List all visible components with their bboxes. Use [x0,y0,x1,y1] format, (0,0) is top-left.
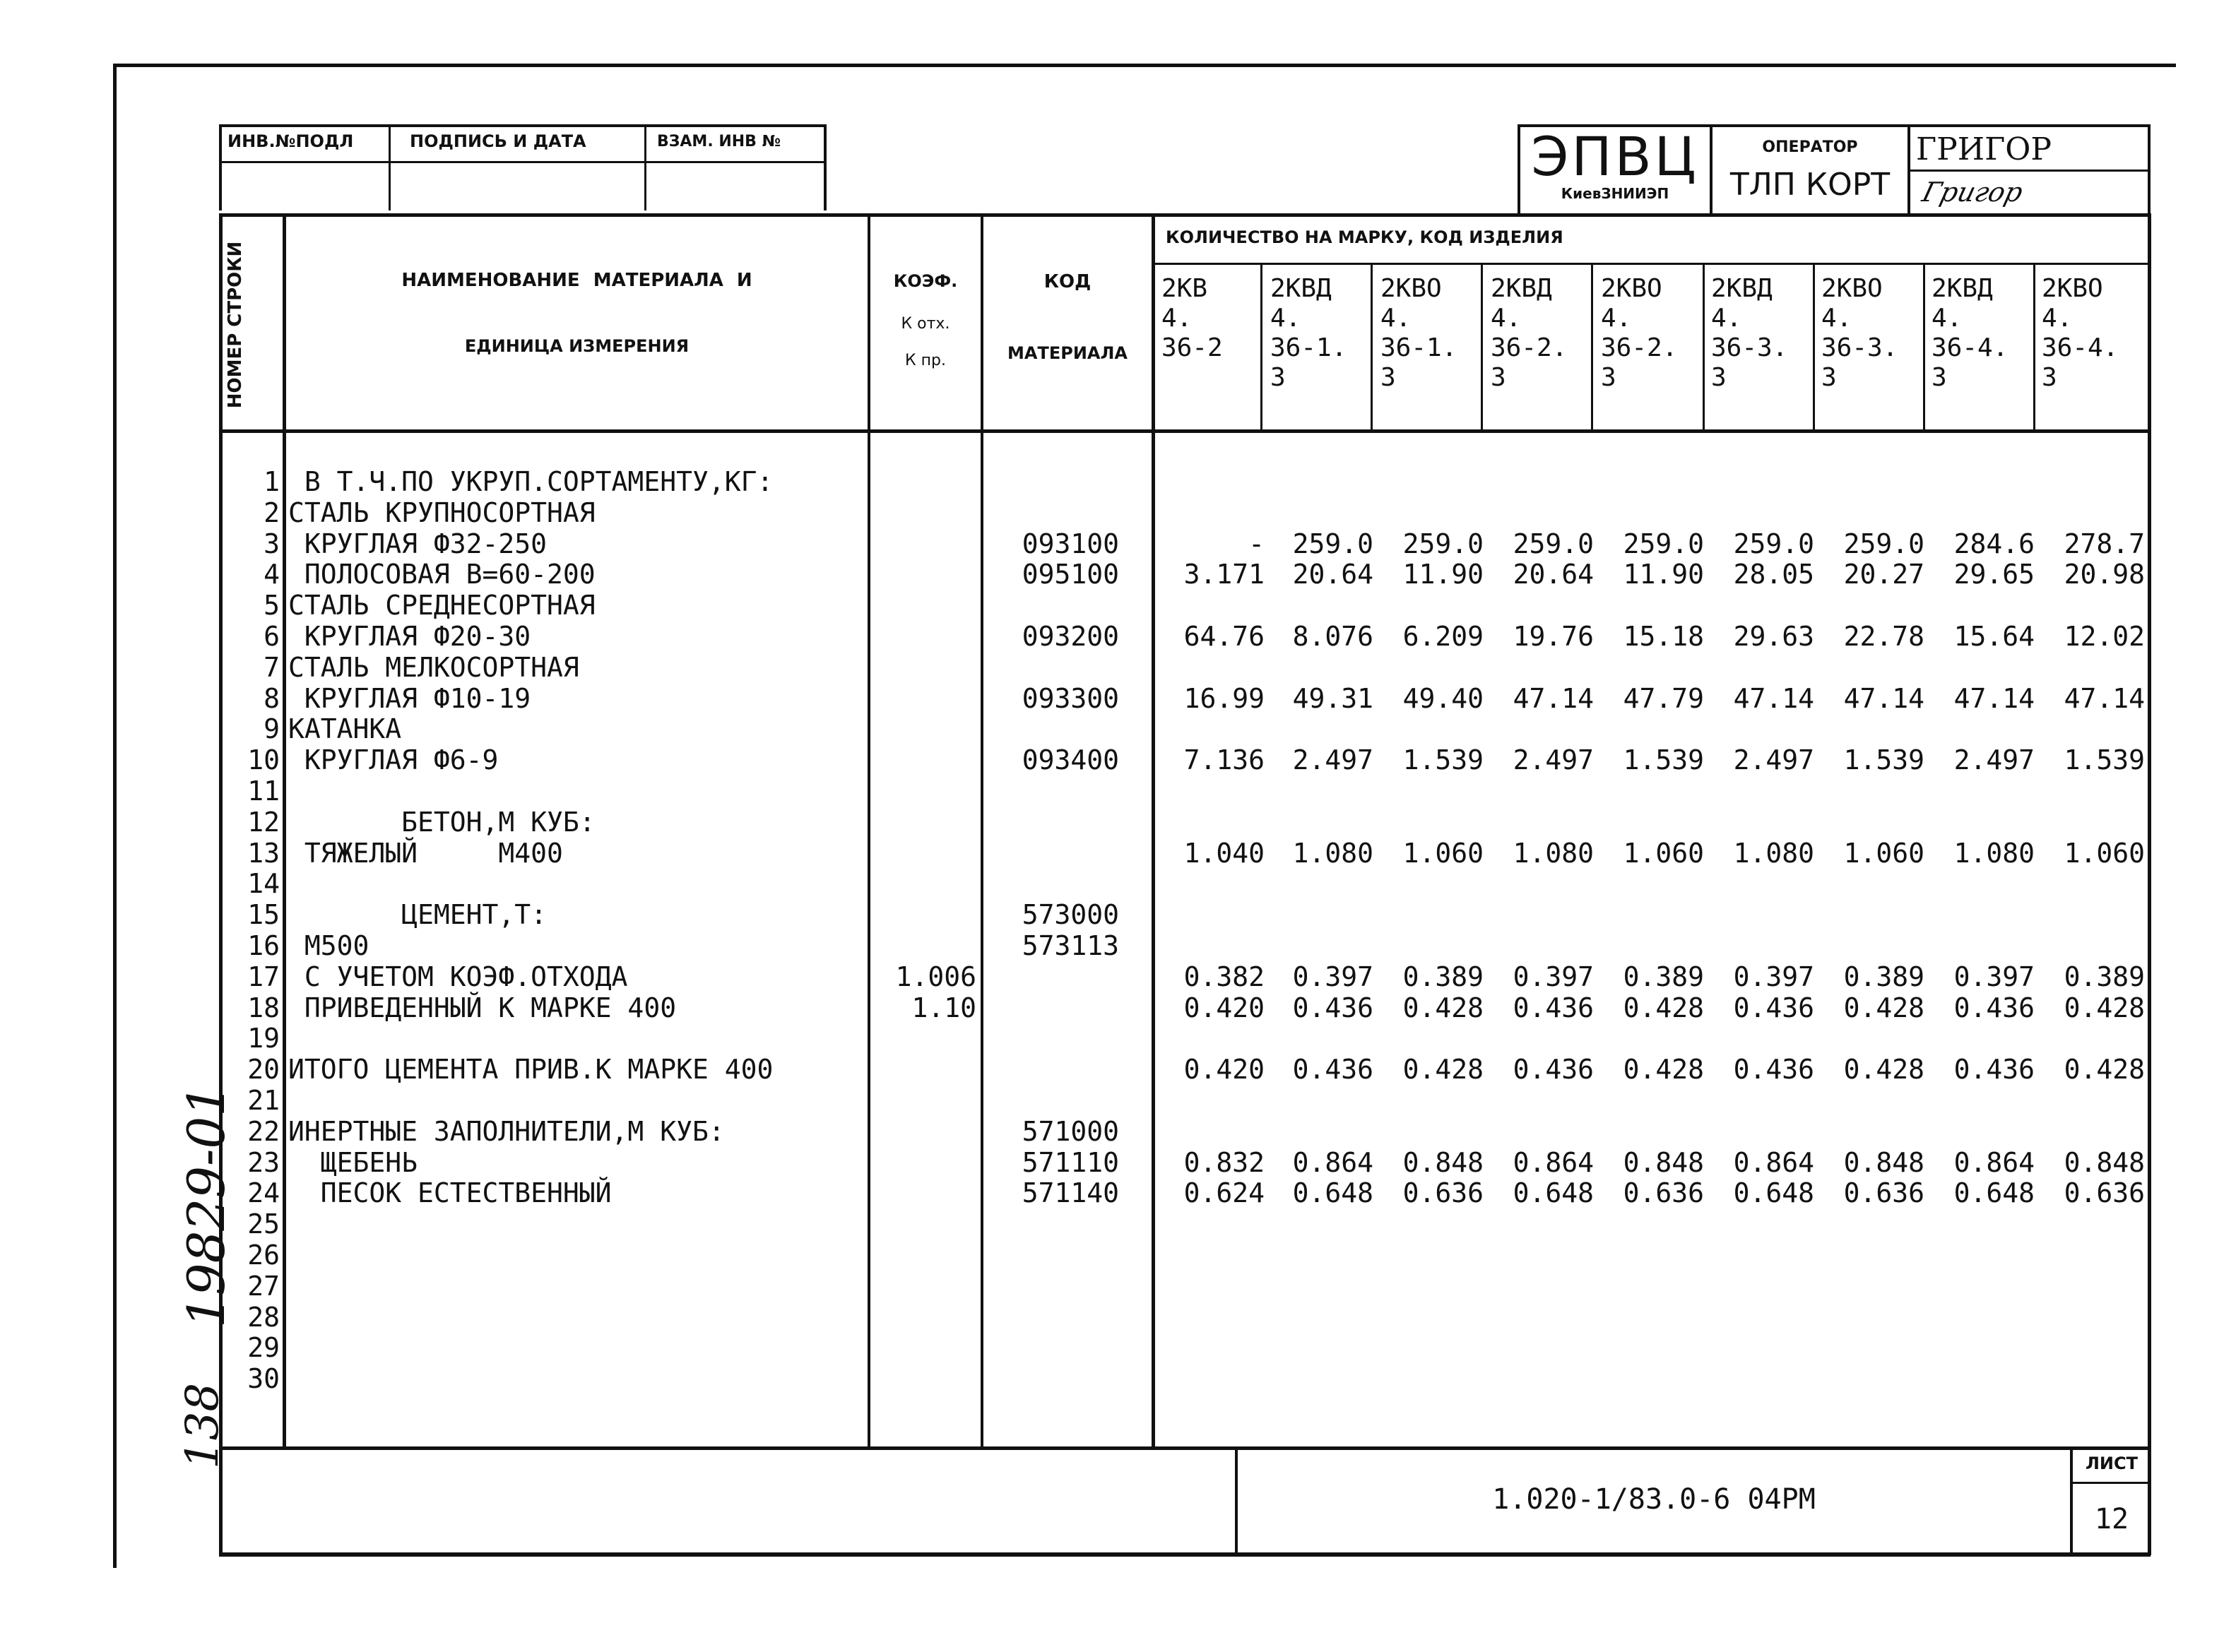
row-value: 7.136 [1183,744,1265,776]
product-header-8-line1: 2КВД [1932,274,1993,303]
row-value: 0.436 [1513,992,1594,1023]
row-number: 23 [247,1146,280,1178]
row-value: 0.436 [1513,1054,1594,1086]
row-name: ПОЛОСОВАЯ В=60-200 [288,559,596,590]
row-coef: 1.10 [911,992,976,1023]
row-value: 28.05 [1733,559,1814,590]
row-value: 0.636 [1843,1177,1924,1209]
product-header-6-line3: 36-3. [1711,333,1788,362]
signature: Григор [1919,177,2026,208]
product-header-7-line4: 3 [1821,363,1837,392]
row-code: 093300 [1022,682,1119,714]
col-line-p8 [2033,263,2035,432]
org-right [2148,124,2151,216]
row-value: 259.0 [1402,528,1484,559]
row-value: 29.65 [1953,559,2035,590]
row-name: СТАЛЬ КРУПНОСОРТНАЯ [288,497,596,528]
row-value: 0.648 [1513,1177,1594,1209]
archive-number: 19829-01 [177,1084,236,1328]
row-value: 0.832 [1183,1146,1265,1178]
row-number: 17 [247,961,280,992]
row-value: 0.648 [1953,1177,2035,1209]
row-name: КАТАНКА [288,713,402,745]
row-number: 11 [247,776,280,807]
row-value: 0.428 [1402,1054,1484,1086]
row-value: 0.428 [1402,992,1484,1023]
product-header-9-line4: 3 [2042,363,2057,392]
product-header-6-line4: 3 [1711,363,1727,392]
row-value: 0.848 [1843,1146,1924,1178]
row-value: 0.636 [2064,1177,2145,1209]
row-value: 3.171 [1183,559,1265,590]
product-header-9-line1: 2КВО [2042,274,2103,303]
col-line-p5 [1703,263,1705,432]
row-number: 13 [247,837,280,869]
row-value: 1.539 [2064,744,2145,776]
row-value: 0.428 [1843,1054,1924,1086]
stamp-label-replace: ВЗАМ. ИНВ № [657,133,781,150]
row-value: 1.080 [1513,837,1594,869]
row-value: 1.539 [1402,744,1484,776]
header-bottom [219,429,2151,433]
row-value: 64.76 [1183,621,1265,652]
product-header-5-line1: 2КВО [1601,274,1662,303]
row-value: 0.864 [1513,1146,1594,1178]
row-value: 0.848 [1623,1146,1704,1178]
row-number: 16 [247,930,280,961]
product-header-1-line2: 4. [1161,304,1193,333]
row-value: 0.389 [2064,961,2145,992]
row-name: КРУГЛАЯ Ф6-9 [288,744,499,776]
row-name: КРУГЛАЯ Ф32-250 [288,528,548,559]
operator-value: ТЛП КОРТ [1729,167,1891,203]
table-bottom [219,1552,2151,1557]
row-number: 5 [264,590,280,622]
row-code: 093100 [1022,528,1119,559]
row-value: 0.436 [1733,992,1814,1023]
row-number: 28 [247,1301,280,1333]
row-value: 0.420 [1183,992,1265,1023]
header-coef-line1: КОЭФ. [893,271,958,291]
product-header-5-line2: 4. [1601,304,1632,333]
product-header-2-line2: 4. [1270,304,1301,333]
row-value: 2.497 [1953,744,2035,776]
product-header-6-line2: 4. [1711,304,1742,333]
row-value: 49.40 [1402,682,1484,714]
product-header-9-line2: 4. [2042,304,2073,333]
product-header-1-line1: 2КВ [1161,274,1208,303]
product-header-8-line3: 36-4. [1932,333,2009,362]
row-value: 0.428 [1623,992,1704,1023]
row-value: 1.080 [1292,837,1373,869]
header-code-line1: КОД [1043,271,1092,292]
sheet-label: ЛИСТ [2085,1454,2138,1473]
col-line-code [1152,213,1155,1449]
col-line-name [868,213,870,1449]
row-number: 26 [247,1240,280,1271]
col-line-coef [981,213,983,1449]
row-value: 0.436 [1733,1054,1814,1086]
col-line-p6 [1813,263,1815,432]
product-header-5-line4: 3 [1601,363,1616,392]
stamp-right [824,124,827,210]
row-value: 12.02 [2064,621,2145,652]
row-value: 20.64 [1513,559,1594,590]
product-header-6-line1: 2КВД [1711,274,1773,303]
row-value: 0.428 [2064,992,2145,1023]
row-value: 284.6 [1953,528,2035,559]
row-value: 0.648 [1733,1177,1814,1209]
header-coef-line2: К отх. [901,315,950,333]
row-value: 0.864 [1733,1146,1814,1178]
row-name: ЩЕБЕНЬ [288,1146,418,1178]
product-header-7-line3: 36-3. [1821,333,1898,362]
row-value: 0.636 [1623,1177,1704,1209]
row-number: 14 [247,868,280,900]
col-line-p2 [1371,263,1373,432]
row-number: 15 [247,899,280,931]
row-value: 15.64 [1953,621,2035,652]
stamp-top [219,124,827,127]
row-value: 47.79 [1623,682,1704,714]
row-value: 0.436 [1953,1054,2035,1086]
row-number: 21 [247,1085,280,1116]
row-value: 0.864 [1292,1146,1373,1178]
row-code: 571000 [1022,1115,1119,1147]
row-value: 0.389 [1402,961,1484,992]
row-value: 0.436 [1953,992,2035,1023]
row-value: 0.848 [2064,1146,2145,1178]
row-name: ПЕСОК ЕСТЕСТВЕННЫЙ [288,1177,612,1209]
row-value: 0.389 [1843,961,1924,992]
col-line-p7 [1923,263,1925,432]
row-number: 1 [264,466,280,497]
row-number: 27 [247,1270,280,1302]
product-header-3-line2: 4. [1380,304,1412,333]
col-line-number [283,213,286,1449]
row-code: 095100 [1022,559,1119,590]
person-name: ГРИГОР [1916,131,2052,167]
product-header-7-line1: 2КВО [1821,274,1883,303]
row-value: 0.389 [1623,961,1704,992]
row-name: СТАЛЬ СРЕДНЕСОРТНАЯ [288,590,596,622]
row-value: 259.0 [1623,528,1704,559]
col-line-p4 [1591,263,1593,432]
header-row-number: НОМЕР СТРОКИ [225,241,246,409]
footer-sheet-line [2070,1482,2151,1484]
row-number: 4 [264,559,280,590]
row-value: 2.497 [1292,744,1373,776]
stamp-div1 [389,124,391,210]
table-left [219,213,223,1555]
product-header-5-line3: 36-2. [1601,333,1678,362]
row-value: 0.428 [2064,1054,2145,1086]
product-header-2-line1: 2КВД [1270,274,1332,303]
document-code: 1.020-1/83.0-6 04РМ [1492,1483,1816,1516]
row-name: СТАЛЬ МЕЛКОСОРТНАЯ [288,651,579,683]
stamp-label-signature: ПОДПИСЬ И ДАТА [410,131,586,151]
row-value: 0.397 [1953,961,2035,992]
row-value: 1.080 [1733,837,1814,869]
row-value: 1.539 [1843,744,1924,776]
row-value: 1.060 [1843,837,1924,869]
stamp-label-inv: ИНВ.№ПОДЛ [227,131,354,151]
row-value: 49.31 [1292,682,1373,714]
row-value: 0.624 [1183,1177,1265,1209]
row-number: 12 [247,806,280,838]
row-code: 093400 [1022,744,1119,776]
product-header-4-line1: 2КВД [1491,274,1552,303]
row-value: 2.497 [1513,744,1594,776]
stamp-div2 [644,124,646,210]
product-header-8-line4: 3 [1932,363,1947,392]
row-number: 2 [264,497,280,528]
row-value: 259.0 [1292,528,1373,559]
row-value: 11.90 [1623,559,1704,590]
row-value: 0.397 [1733,961,1814,992]
row-name: В Т.Ч.ПО УКРУП.СОРТАМЕНТУ,КГ: [288,466,774,497]
row-value: 1.539 [1623,744,1704,776]
row-value: 259.0 [1843,528,1924,559]
header-name-line2: ЕДИНИЦА ИЗМЕРЕНИЯ [464,336,690,356]
stamp-mid [219,161,827,163]
product-header-9-line3: 36-4. [2042,333,2119,362]
row-value: 1.060 [1402,837,1484,869]
row-value: 0.382 [1183,961,1265,992]
row-value: 2.497 [1733,744,1814,776]
row-value: 16.99 [1183,682,1265,714]
row-value: 0.420 [1183,1054,1265,1086]
row-code: 571140 [1022,1177,1119,1209]
row-value: 15.18 [1623,621,1704,652]
col-line-p3 [1481,263,1483,432]
header-quantity: КОЛИЧЕСТВО НА МАРКУ, КОД ИЗДЕЛИЯ [1166,227,1563,247]
row-value: - [1248,528,1265,559]
row-number: 8 [264,682,280,714]
product-header-4-line3: 36-2. [1491,333,1568,362]
row-value: 0.864 [1953,1146,2035,1178]
row-number: 10 [247,744,280,776]
row-value: 0.848 [1402,1146,1484,1178]
row-name: ИТОГО ЦЕМЕНТА ПРИВ.К МАРКЕ 400 [288,1054,774,1086]
table-right [2148,213,2151,1555]
row-number: 20 [247,1054,280,1086]
header-coef-line3: К пр. [905,352,946,369]
row-value: 0.397 [1292,961,1373,992]
row-coef: 1.006 [895,961,976,992]
product-header-4-line4: 3 [1491,363,1506,392]
org-name: ЭПВЦ [1531,125,1699,188]
row-number: 18 [247,992,280,1023]
row-number: 3 [264,528,280,559]
row-number: 7 [264,651,280,683]
row-value: 1.080 [1953,837,2035,869]
product-header-3-line3: 36-1. [1380,333,1457,362]
row-name: М500 [288,930,369,961]
row-value: 0.648 [1292,1177,1373,1209]
outer-frame-left [113,64,117,1568]
row-value: 259.0 [1733,528,1814,559]
row-value: 278.7 [2064,528,2145,559]
row-value: 6.209 [1402,621,1484,652]
row-value: 20.98 [2064,559,2145,590]
table-top [219,213,2151,217]
row-value: 0.397 [1513,961,1594,992]
row-name: КРУГЛАЯ Ф20-30 [288,621,531,652]
row-number: 6 [264,621,280,652]
row-value: 20.64 [1292,559,1373,590]
row-value: 0.428 [1623,1054,1704,1086]
product-header-3-line4: 3 [1380,363,1396,392]
body-bottom [219,1446,2151,1450]
row-name: ЦЕМЕНТ,Т: [288,899,548,931]
row-value: 1.060 [1623,837,1704,869]
row-code: 093200 [1022,621,1119,652]
row-value: 29.63 [1733,621,1814,652]
product-header-1-line3: 36-2 [1161,333,1223,362]
row-code: 573113 [1022,930,1119,961]
row-number: 22 [247,1115,280,1147]
header-name-line1: НАИМЕНОВАНИЕ МАТЕРИАЛА И [401,270,752,291]
row-value: 1.060 [2064,837,2145,869]
row-value: 19.76 [1513,621,1594,652]
row-value: 47.14 [1733,682,1814,714]
row-value: 8.076 [1292,621,1373,652]
row-value: 47.14 [1843,682,1924,714]
org-person-line [1907,170,2151,172]
row-number: 30 [247,1363,280,1395]
product-header-2-line4: 3 [1270,363,1286,392]
row-value: 0.636 [1402,1177,1484,1209]
product-header-7-line2: 4. [1821,304,1852,333]
row-value: 47.14 [1513,682,1594,714]
page-number: 138 [177,1382,229,1469]
row-value: 0.436 [1292,992,1373,1023]
row-value: 0.436 [1292,1054,1373,1086]
row-value: 0.428 [1843,992,1924,1023]
sheet-number: 12 [2094,1503,2129,1535]
row-value: 20.27 [1843,559,1924,590]
product-header-4-line2: 4. [1491,304,1522,333]
row-name: ТЯЖЕЛЫЙ М400 [288,837,563,869]
row-code: 571110 [1022,1146,1119,1178]
header-code-line2: МАТЕРИАЛА [1007,343,1128,363]
row-value: 47.14 [2064,682,2145,714]
row-name: ПРИВЕДЕННЫЙ К МАРКЕ 400 [288,992,677,1023]
row-value: 259.0 [1513,528,1594,559]
row-value: 1.040 [1183,837,1265,869]
row-value: 22.78 [1843,621,1924,652]
row-value: 11.90 [1402,559,1484,590]
row-name: ИНЕРТНЫЕ ЗАПОЛНИТЕЛИ,М КУБ: [288,1115,725,1147]
operator-label: ОПЕРАТОР [1762,138,1858,156]
product-header-2-line3: 36-1. [1270,333,1347,362]
outer-frame-top [113,64,2176,67]
row-number: 9 [264,713,280,745]
row-value: 47.14 [1953,682,2035,714]
stamp-left [219,124,222,210]
row-name: БЕТОН,М КУБ: [288,806,596,838]
org-subname: КиевЗНИИЭП [1561,185,1669,202]
row-number: 29 [247,1332,280,1364]
row-name: С УЧЕТОМ КОЭФ.ОТХОДА [288,961,628,992]
row-name: КРУГЛАЯ Ф10-19 [288,682,531,714]
quantity-header-line [1154,263,2151,265]
col-line-p1 [1260,263,1262,432]
row-code: 573000 [1022,899,1119,931]
row-number: 25 [247,1208,280,1240]
row-number: 19 [247,1023,280,1054]
row-number: 24 [247,1177,280,1209]
product-header-3-line1: 2КВО [1380,274,1442,303]
product-header-8-line2: 4. [1932,304,1963,333]
